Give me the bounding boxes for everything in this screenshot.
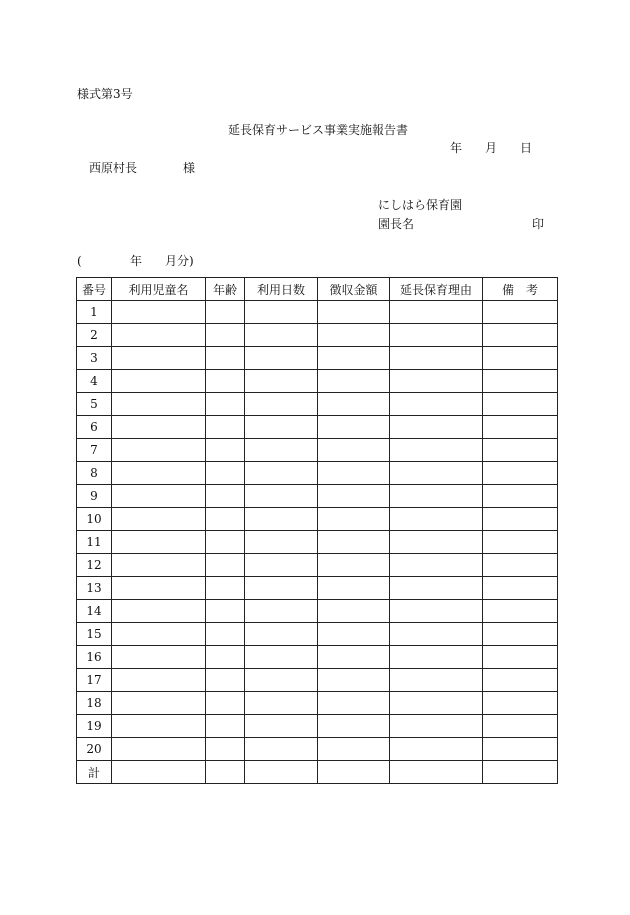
days-used-cell[interactable] (245, 531, 318, 554)
row-number-cell: 計 (77, 761, 112, 784)
remarks-cell[interactable] (483, 301, 558, 324)
table-row (77, 554, 558, 577)
row-number-cell: 18 (77, 692, 112, 715)
reason-cell[interactable] (390, 347, 483, 370)
remarks-cell[interactable] (483, 531, 558, 554)
child-name-cell[interactable] (112, 462, 206, 485)
reason-cell[interactable] (390, 646, 483, 669)
reason-cell[interactable] (390, 416, 483, 439)
reason-cell[interactable] (390, 324, 483, 347)
age-cell[interactable] (206, 370, 245, 393)
row-number-cell: 15 (77, 623, 112, 646)
child-name-cell[interactable] (112, 347, 206, 370)
column-header-fee-amount: 徴収金額 (318, 278, 390, 301)
remarks-cell[interactable] (483, 462, 558, 485)
child-name-cell[interactable] (112, 738, 206, 761)
fee-amount-cell[interactable] (318, 692, 390, 715)
reason-cell[interactable] (390, 531, 483, 554)
child-name-cell[interactable] (112, 370, 206, 393)
age-cell[interactable] (206, 485, 245, 508)
table-row (77, 508, 558, 531)
row-number-cell: 6 (77, 416, 112, 439)
fee-amount-cell[interactable] (318, 393, 390, 416)
fee-amount-cell[interactable] (318, 439, 390, 462)
date-day-label: 日 (520, 141, 533, 155)
child-name-cell[interactable] (112, 554, 206, 577)
days-used-cell[interactable] (245, 623, 318, 646)
row-number-cell: 17 (77, 669, 112, 692)
days-used-cell[interactable] (245, 577, 318, 600)
table-row (77, 485, 558, 508)
row-number-cell: 19 (77, 715, 112, 738)
table-row (77, 439, 558, 462)
age-cell[interactable] (206, 508, 245, 531)
reason-cell[interactable] (390, 669, 483, 692)
reason-cell[interactable] (390, 508, 483, 531)
column-header-reason: 延長保育理由 (390, 278, 483, 301)
table-row (77, 416, 558, 439)
days-used-cell[interactable] (245, 554, 318, 577)
fee-amount-cell[interactable] (318, 301, 390, 324)
table-row (77, 623, 558, 646)
table-row (77, 324, 558, 347)
period-year-label: 年 (130, 254, 143, 268)
column-header-age: 年齢 (206, 278, 245, 301)
row-number-cell: 8 (77, 462, 112, 485)
age-cell[interactable] (206, 623, 245, 646)
table-row (77, 600, 558, 623)
remarks-cell[interactable] (483, 600, 558, 623)
fee-amount-cell[interactable] (318, 485, 390, 508)
child-name-cell[interactable] (112, 623, 206, 646)
nursery-name: にしはら保育園 (378, 198, 463, 212)
remarks-cell[interactable] (483, 761, 558, 784)
form-number: 様式第3号 (77, 87, 133, 101)
child-name-cell[interactable] (112, 393, 206, 416)
table-row (77, 646, 558, 669)
remarks-cell[interactable] (483, 347, 558, 370)
report-table (76, 277, 558, 784)
remarks-cell[interactable] (483, 370, 558, 393)
column-header-days-used: 利用日数 (245, 278, 318, 301)
age-cell[interactable] (206, 347, 245, 370)
child-name-cell[interactable] (112, 692, 206, 715)
child-name-cell[interactable] (112, 301, 206, 324)
fee-amount-cell[interactable] (318, 347, 390, 370)
row-number-cell: 12 (77, 554, 112, 577)
age-cell[interactable] (206, 531, 245, 554)
remarks-cell[interactable] (483, 508, 558, 531)
child-name-cell[interactable] (112, 416, 206, 439)
child-name-cell[interactable] (112, 600, 206, 623)
row-number-cell: 2 (77, 324, 112, 347)
date-year-label: 年 (450, 141, 463, 155)
remarks-cell[interactable] (483, 416, 558, 439)
table-row (77, 577, 558, 600)
seal-label: 印 (532, 217, 545, 231)
fee-amount-cell[interactable] (318, 577, 390, 600)
child-name-cell[interactable] (112, 324, 206, 347)
reason-cell[interactable] (390, 554, 483, 577)
days-used-cell[interactable] (245, 600, 318, 623)
age-cell[interactable] (206, 600, 245, 623)
days-used-cell[interactable] (245, 715, 318, 738)
fee-amount-cell[interactable] (318, 646, 390, 669)
remarks-cell[interactable] (483, 715, 558, 738)
reason-cell[interactable] (390, 623, 483, 646)
row-number-cell: 4 (77, 370, 112, 393)
fee-amount-cell[interactable] (318, 715, 390, 738)
row-number-cell: 7 (77, 439, 112, 462)
table-row (77, 301, 558, 324)
age-cell[interactable] (206, 646, 245, 669)
child-name-cell[interactable] (112, 531, 206, 554)
reason-cell[interactable] (390, 738, 483, 761)
remarks-cell[interactable] (483, 324, 558, 347)
row-number-cell: 9 (77, 485, 112, 508)
remarks-cell[interactable] (483, 692, 558, 715)
remarks-cell[interactable] (483, 577, 558, 600)
fee-amount-cell[interactable] (318, 462, 390, 485)
date-month-label: 月 (485, 141, 498, 155)
age-cell[interactable] (206, 554, 245, 577)
row-number-cell: 13 (77, 577, 112, 600)
row-number-cell: 5 (77, 393, 112, 416)
table-row (77, 462, 558, 485)
fee-amount-cell[interactable] (318, 324, 390, 347)
reason-cell[interactable] (390, 301, 483, 324)
days-used-cell[interactable] (245, 738, 318, 761)
period-open-paren: ( (77, 254, 82, 268)
child-name-cell[interactable] (112, 485, 206, 508)
period-month-label: 月分) (165, 254, 194, 268)
child-name-cell[interactable] (112, 761, 206, 784)
remarks-cell[interactable] (483, 554, 558, 577)
table-body (77, 301, 558, 784)
remarks-cell[interactable] (483, 485, 558, 508)
days-used-cell[interactable] (245, 347, 318, 370)
child-name-cell[interactable] (112, 508, 206, 531)
days-used-cell[interactable] (245, 692, 318, 715)
fee-amount-cell[interactable] (318, 669, 390, 692)
days-used-cell[interactable] (245, 393, 318, 416)
child-name-cell[interactable] (112, 669, 206, 692)
remarks-cell[interactable] (483, 623, 558, 646)
fee-amount-cell[interactable] (318, 554, 390, 577)
fee-amount-cell[interactable] (318, 531, 390, 554)
row-number-cell: 10 (77, 508, 112, 531)
table-row (77, 347, 558, 370)
table-header-row (77, 278, 558, 301)
table-row (77, 715, 558, 738)
director-name-label: 園長名 (378, 217, 415, 231)
column-header-remarks: 備 考 (483, 278, 558, 301)
reason-cell[interactable] (390, 692, 483, 715)
days-used-cell[interactable] (245, 761, 318, 784)
age-cell[interactable] (206, 439, 245, 462)
days-used-cell[interactable] (245, 301, 318, 324)
fee-amount-cell[interactable] (318, 623, 390, 646)
table-row (77, 370, 558, 393)
remarks-cell[interactable] (483, 393, 558, 416)
child-name-cell[interactable] (112, 715, 206, 738)
column-header-child-name: 利用児童名 (112, 278, 206, 301)
reason-cell[interactable] (390, 761, 483, 784)
reason-cell[interactable] (390, 715, 483, 738)
fee-amount-cell[interactable] (318, 370, 390, 393)
age-cell[interactable] (206, 761, 245, 784)
row-number-cell: 11 (77, 531, 112, 554)
fee-amount-cell[interactable] (318, 761, 390, 784)
reason-cell[interactable] (390, 600, 483, 623)
fee-amount-cell[interactable] (318, 508, 390, 531)
remarks-cell[interactable] (483, 439, 558, 462)
table-row (77, 669, 558, 692)
age-cell[interactable] (206, 692, 245, 715)
age-cell[interactable] (206, 577, 245, 600)
days-used-cell[interactable] (245, 416, 318, 439)
child-name-cell[interactable] (112, 646, 206, 669)
reason-cell[interactable] (390, 462, 483, 485)
days-used-cell[interactable] (245, 324, 318, 347)
table-row (77, 738, 558, 761)
row-number-cell: 14 (77, 600, 112, 623)
child-name-cell[interactable] (112, 577, 206, 600)
remarks-cell[interactable] (483, 669, 558, 692)
days-used-cell[interactable] (245, 646, 318, 669)
days-used-cell[interactable] (245, 508, 318, 531)
age-cell[interactable] (206, 301, 245, 324)
fee-amount-cell[interactable] (318, 738, 390, 761)
fee-amount-cell[interactable] (318, 600, 390, 623)
remarks-cell[interactable] (483, 738, 558, 761)
row-number-cell: 16 (77, 646, 112, 669)
reason-cell[interactable] (390, 439, 483, 462)
fee-amount-cell[interactable] (318, 416, 390, 439)
age-cell[interactable] (206, 715, 245, 738)
age-cell[interactable] (206, 324, 245, 347)
days-used-cell[interactable] (245, 485, 318, 508)
days-used-cell[interactable] (245, 370, 318, 393)
row-number-cell: 1 (77, 301, 112, 324)
table-row (77, 692, 558, 715)
days-used-cell[interactable] (245, 439, 318, 462)
table-row (77, 393, 558, 416)
days-used-cell[interactable] (245, 669, 318, 692)
row-number-cell: 20 (77, 738, 112, 761)
age-cell[interactable] (206, 462, 245, 485)
age-cell[interactable] (206, 738, 245, 761)
age-cell[interactable] (206, 393, 245, 416)
document-title: 延長保育サービス事業実施報告書 (228, 123, 409, 137)
total-row (77, 761, 558, 784)
reason-cell[interactable] (390, 485, 483, 508)
age-cell[interactable] (206, 669, 245, 692)
child-name-cell[interactable] (112, 439, 206, 462)
reason-cell[interactable] (390, 393, 483, 416)
age-cell[interactable] (206, 416, 245, 439)
reason-cell[interactable] (390, 370, 483, 393)
remarks-cell[interactable] (483, 646, 558, 669)
table-row (77, 531, 558, 554)
row-number-cell: 3 (77, 347, 112, 370)
reason-cell[interactable] (390, 577, 483, 600)
addressee: 西原村長 (89, 161, 138, 175)
honorific: 様 (183, 161, 196, 175)
days-used-cell[interactable] (245, 462, 318, 485)
column-header-number: 番号 (77, 278, 112, 301)
